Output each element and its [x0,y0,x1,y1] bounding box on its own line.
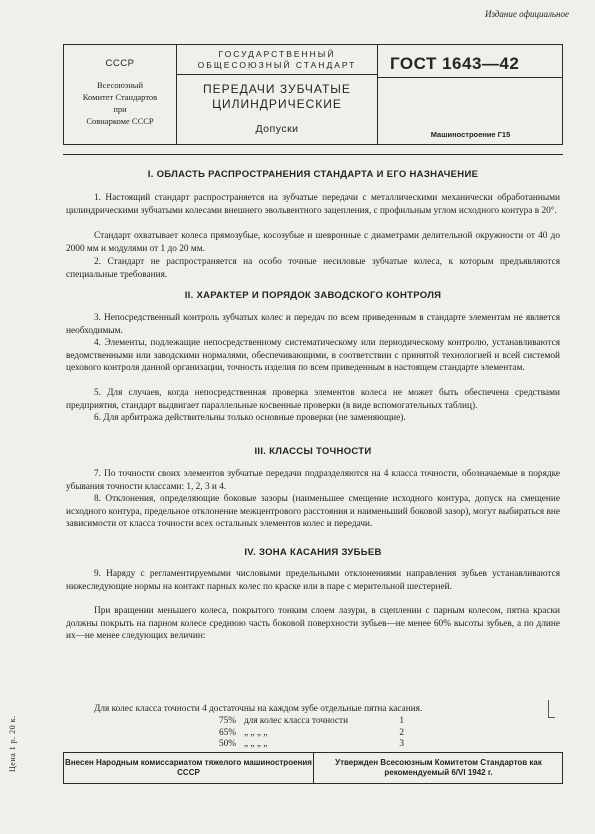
paragraph-9: 9. Наряду с регламентируемыми числовыми предельными отклонениями направления зубьев устанавливаются нижеследующие нормы на контакт парных колес по краске или в паре с мерительной шестерней. [66,569,560,592]
standard-subtitle: Допуски [255,123,299,135]
section-2-heading: II. ХАРАКТЕР И ПОРЯДОК ЗАВОДСКОГО КОНТРОЛЯ [184,290,442,301]
approved-by: Утвержден Всесоюзным Комитетом Стандартов как рекомендуемый 6/VI 1942 г. [335,758,542,777]
paragraph-5: 5. Для случаев, когда непосредственная проверка элементов колеса не может быть обеспечена средствами предприятия, стандарт выдвигает параллельные косвенные проверки (в виде вспомогательных таблиц). [66,388,560,411]
edition-note: Издание официальное [484,9,569,19]
header-divider [63,154,563,155]
table-row: 50% „ „ „ „ 3 [219,739,405,749]
paragraph-1: 1. Настоящий стандарт распространяется на зубчатые передачи с металлическими механически обработанными цилиндрическими зубчатыми колесами внешнего эвольвентного зацепления, с профильным углом исходного контура в 20°. [66,193,560,216]
section-3-heading: III. КЛАССЫ ТОЧНОСТИ [254,446,372,457]
margin-mark [548,700,555,718]
standard-header [63,44,563,145]
committee-name: Всесоюзный Комитет Стандартов при Совнаркоме СССР [82,80,158,126]
number-cell [378,45,563,144]
paragraph-3: 3. Непосредственный контроль зубчатых колес и передач по всем приведенным в стандарте элементам не является необходимым. [66,313,560,336]
contact-norms-table [219,716,409,751]
state-standard-label: ГОСУДАРСТВЕННЫЙ ОБЩЕСОЮЗНЫЙ СТАНДАРТ [177,45,377,75]
standard-title: ПЕРЕДАЧИ ЗУБЧАТЫЕ ЦИЛИНДРИЧЕСКИЕ [203,82,351,111]
submitted-by: Внесен Народным комиссариатом тяжелого машиностроения СССР [64,753,314,783]
gost-number: ГОСТ 1643—42 [378,48,563,78]
paragraph-2: 2. Стандарт не распространяется на особо точные несиловые зубчатые колеса, к которым предъявляются специальные требования. [66,257,560,280]
approval-footer [63,752,563,784]
paragraph-7: 7. По точности своих элементов зубчатые передачи подразделяются на 4 класса точности, обозначаемые в порядке убывания точности классами: 1, 2, 3 и 4. [66,469,560,492]
issuer-cell [64,45,177,144]
paragraph-4: 4. Элементы, подлежащие непосредственному систематическому или периодическому контролю, устанавливаются ведомственными или заводскими нормалями, обеспечивающими, в соответствии с принятой технологией и всей системой цехового контроля данной организации, точность изделия по всем приведенным в настоящем стандарте элементам. [66,338,560,373]
table-row: 65% „ „ „ „ 2 [219,727,405,738]
paragraph-9-contact: При вращении меньшего колеса, покрытого тонким слоем лазури, в сцеплении с парным колесом, пятна краски должны покрыть на парном колесе среднюю часть боковой поверхности зубьев—не менее 60% высоты зубьев, а по длине их—не менее следующих величин: [66,606,560,641]
paragraph-1-scope: Стандарт охватывает колеса прямозубые, косозубые и шевронные с диаметрами делительной окружности от 40 до 2000 мм и модулями от 1 до 20 мм. [66,231,560,254]
paragraph-6: 6. Для арбитража действительны только основные проверки (не заменяющие). [94,413,406,423]
paragraph-8: 8. Отклонения, определяющие боковые зазоры (наименьшее смещение исходного контура, допуск на смещение исходного контура, предельное отклонение межцентрового расстояния и наименьший боковой зазор), могут выбираться вне зависимости от класса точности всех остальных элементов колес и передачи. [66,494,560,529]
section-4-heading: IV. ЗОНА КАСАНИЯ ЗУБЬЕВ [244,547,382,558]
section-1-heading: I. ОБЛАСТЬ РАСПРОСТРАНЕНИЯ СТАНДАРТА И ЕГО НАЗНАЧЕНИЕ [147,169,479,180]
classification-group: Машиностроение Г15 [430,130,511,139]
paragraph-9-class-4: Для колес класса точности 4 достаточны на каждом зубе отдельные пятна касания. [94,704,423,714]
title-cell [177,45,378,144]
table-row: 75% для колес класса точности 1 [219,716,405,726]
price-label: Цена 1 р. 20 к. [8,715,17,772]
ussr-label: СССР [105,58,135,69]
